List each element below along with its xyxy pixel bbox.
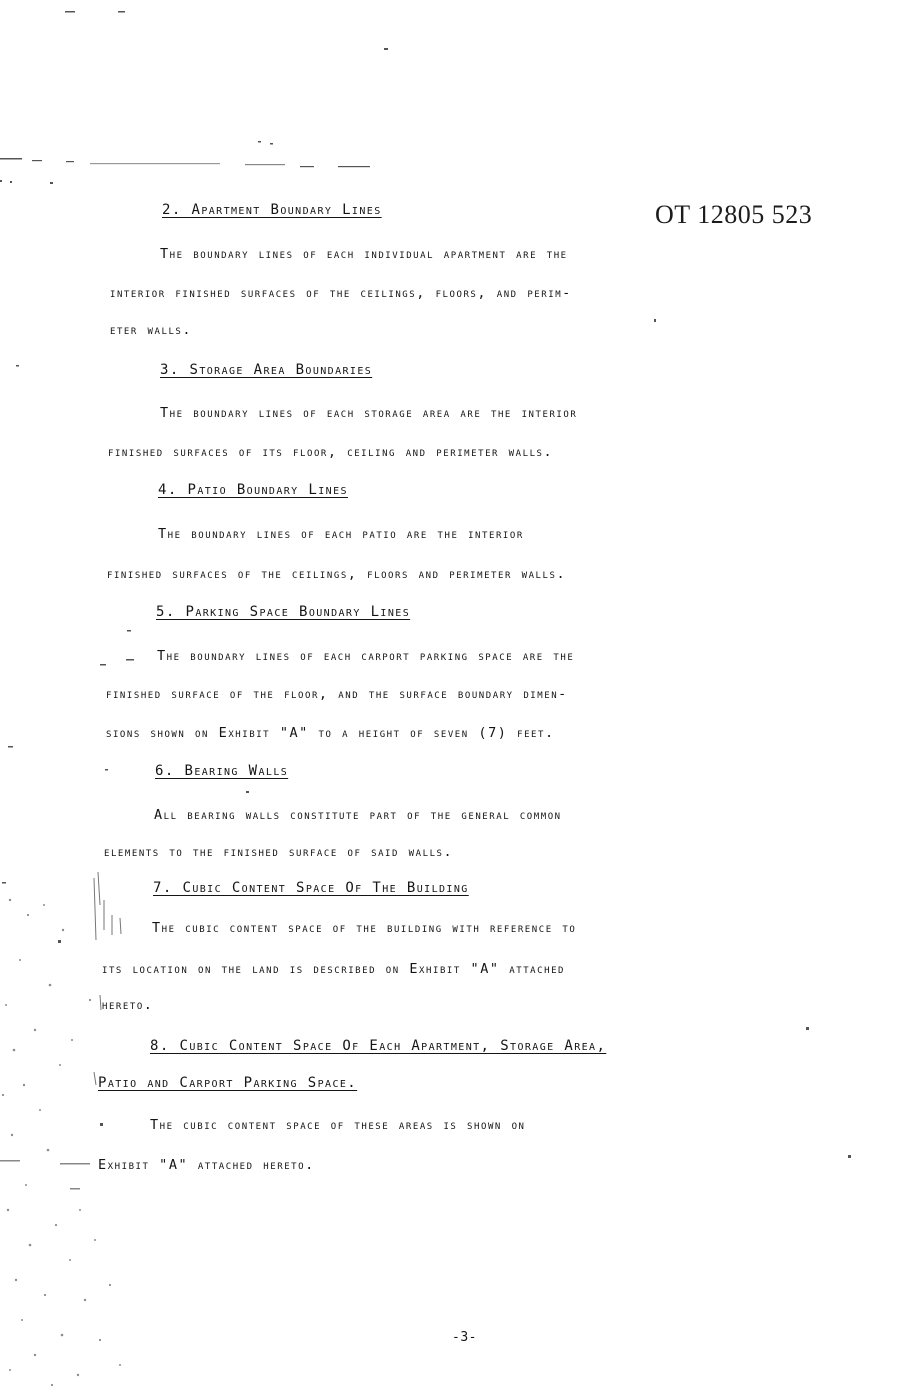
section-3-line-1: The boundary lines of each storage area are the interior (160, 405, 578, 421)
section-8-line-2: Exhibit "A" attached hereto. (98, 1157, 315, 1173)
section-2-line-3: eter walls. (110, 322, 193, 338)
section-2-line-2: interior finished surfaces of the ceilings, floors, and perim- (110, 285, 572, 301)
section-7-line-1: The cubic content space of the building with reference to (152, 920, 577, 936)
section-7-heading: 7. Cubic Content Space Of The Building (153, 880, 469, 896)
section-7-line-2: its location on the land is described on Exhibit "A" attached (102, 961, 566, 977)
section-3-line-2: finished surfaces of its floor, ceiling and perimeter walls. (108, 444, 554, 460)
section-5-line-2: finished surface of the floor, and the surface boundary dimen- (106, 686, 568, 702)
section-7-line-3: hereto. (102, 997, 154, 1013)
section-4-heading: 4. Patio Boundary Lines (158, 482, 348, 498)
section-4-line-2: finished surfaces of the ceilings, floors and perimeter walls. (107, 566, 567, 582)
section-5-heading: 5. Parking Space Boundary Lines (156, 604, 411, 620)
section-5-line-1: The boundary lines of each carport parking space are the (157, 648, 575, 664)
section-6-heading: 6. Bearing Walls (155, 763, 289, 779)
section-2-line-1: The boundary lines of each individual apartment are the (160, 246, 568, 262)
section-6-line-1: All bearing walls constitute part of the general common (154, 807, 562, 823)
section-8-heading-cont: Patio and Carport Parking Space. (98, 1075, 358, 1091)
section-4-line-1: The boundary lines of each patio are the interior (158, 526, 524, 542)
section-2-heading: 2. Apartment Boundary Lines (162, 202, 382, 218)
section-6-line-2: elements to the finished surface of said walls. (104, 844, 454, 860)
recording-number: OT 12805 523 (655, 200, 813, 229)
section-3-heading: 3. Storage Area Boundaries (160, 362, 373, 378)
section-5-line-3: sions shown on Exhibit "A" to a height of seven (7) feet. (106, 725, 555, 741)
page-number: -3- (452, 1330, 477, 1345)
section-8-heading: 8. Cubic Content Space Of Each Apartment, Storage Area, (150, 1038, 607, 1054)
section-8-line-1: The cubic content space of these areas is shown on (150, 1117, 526, 1133)
